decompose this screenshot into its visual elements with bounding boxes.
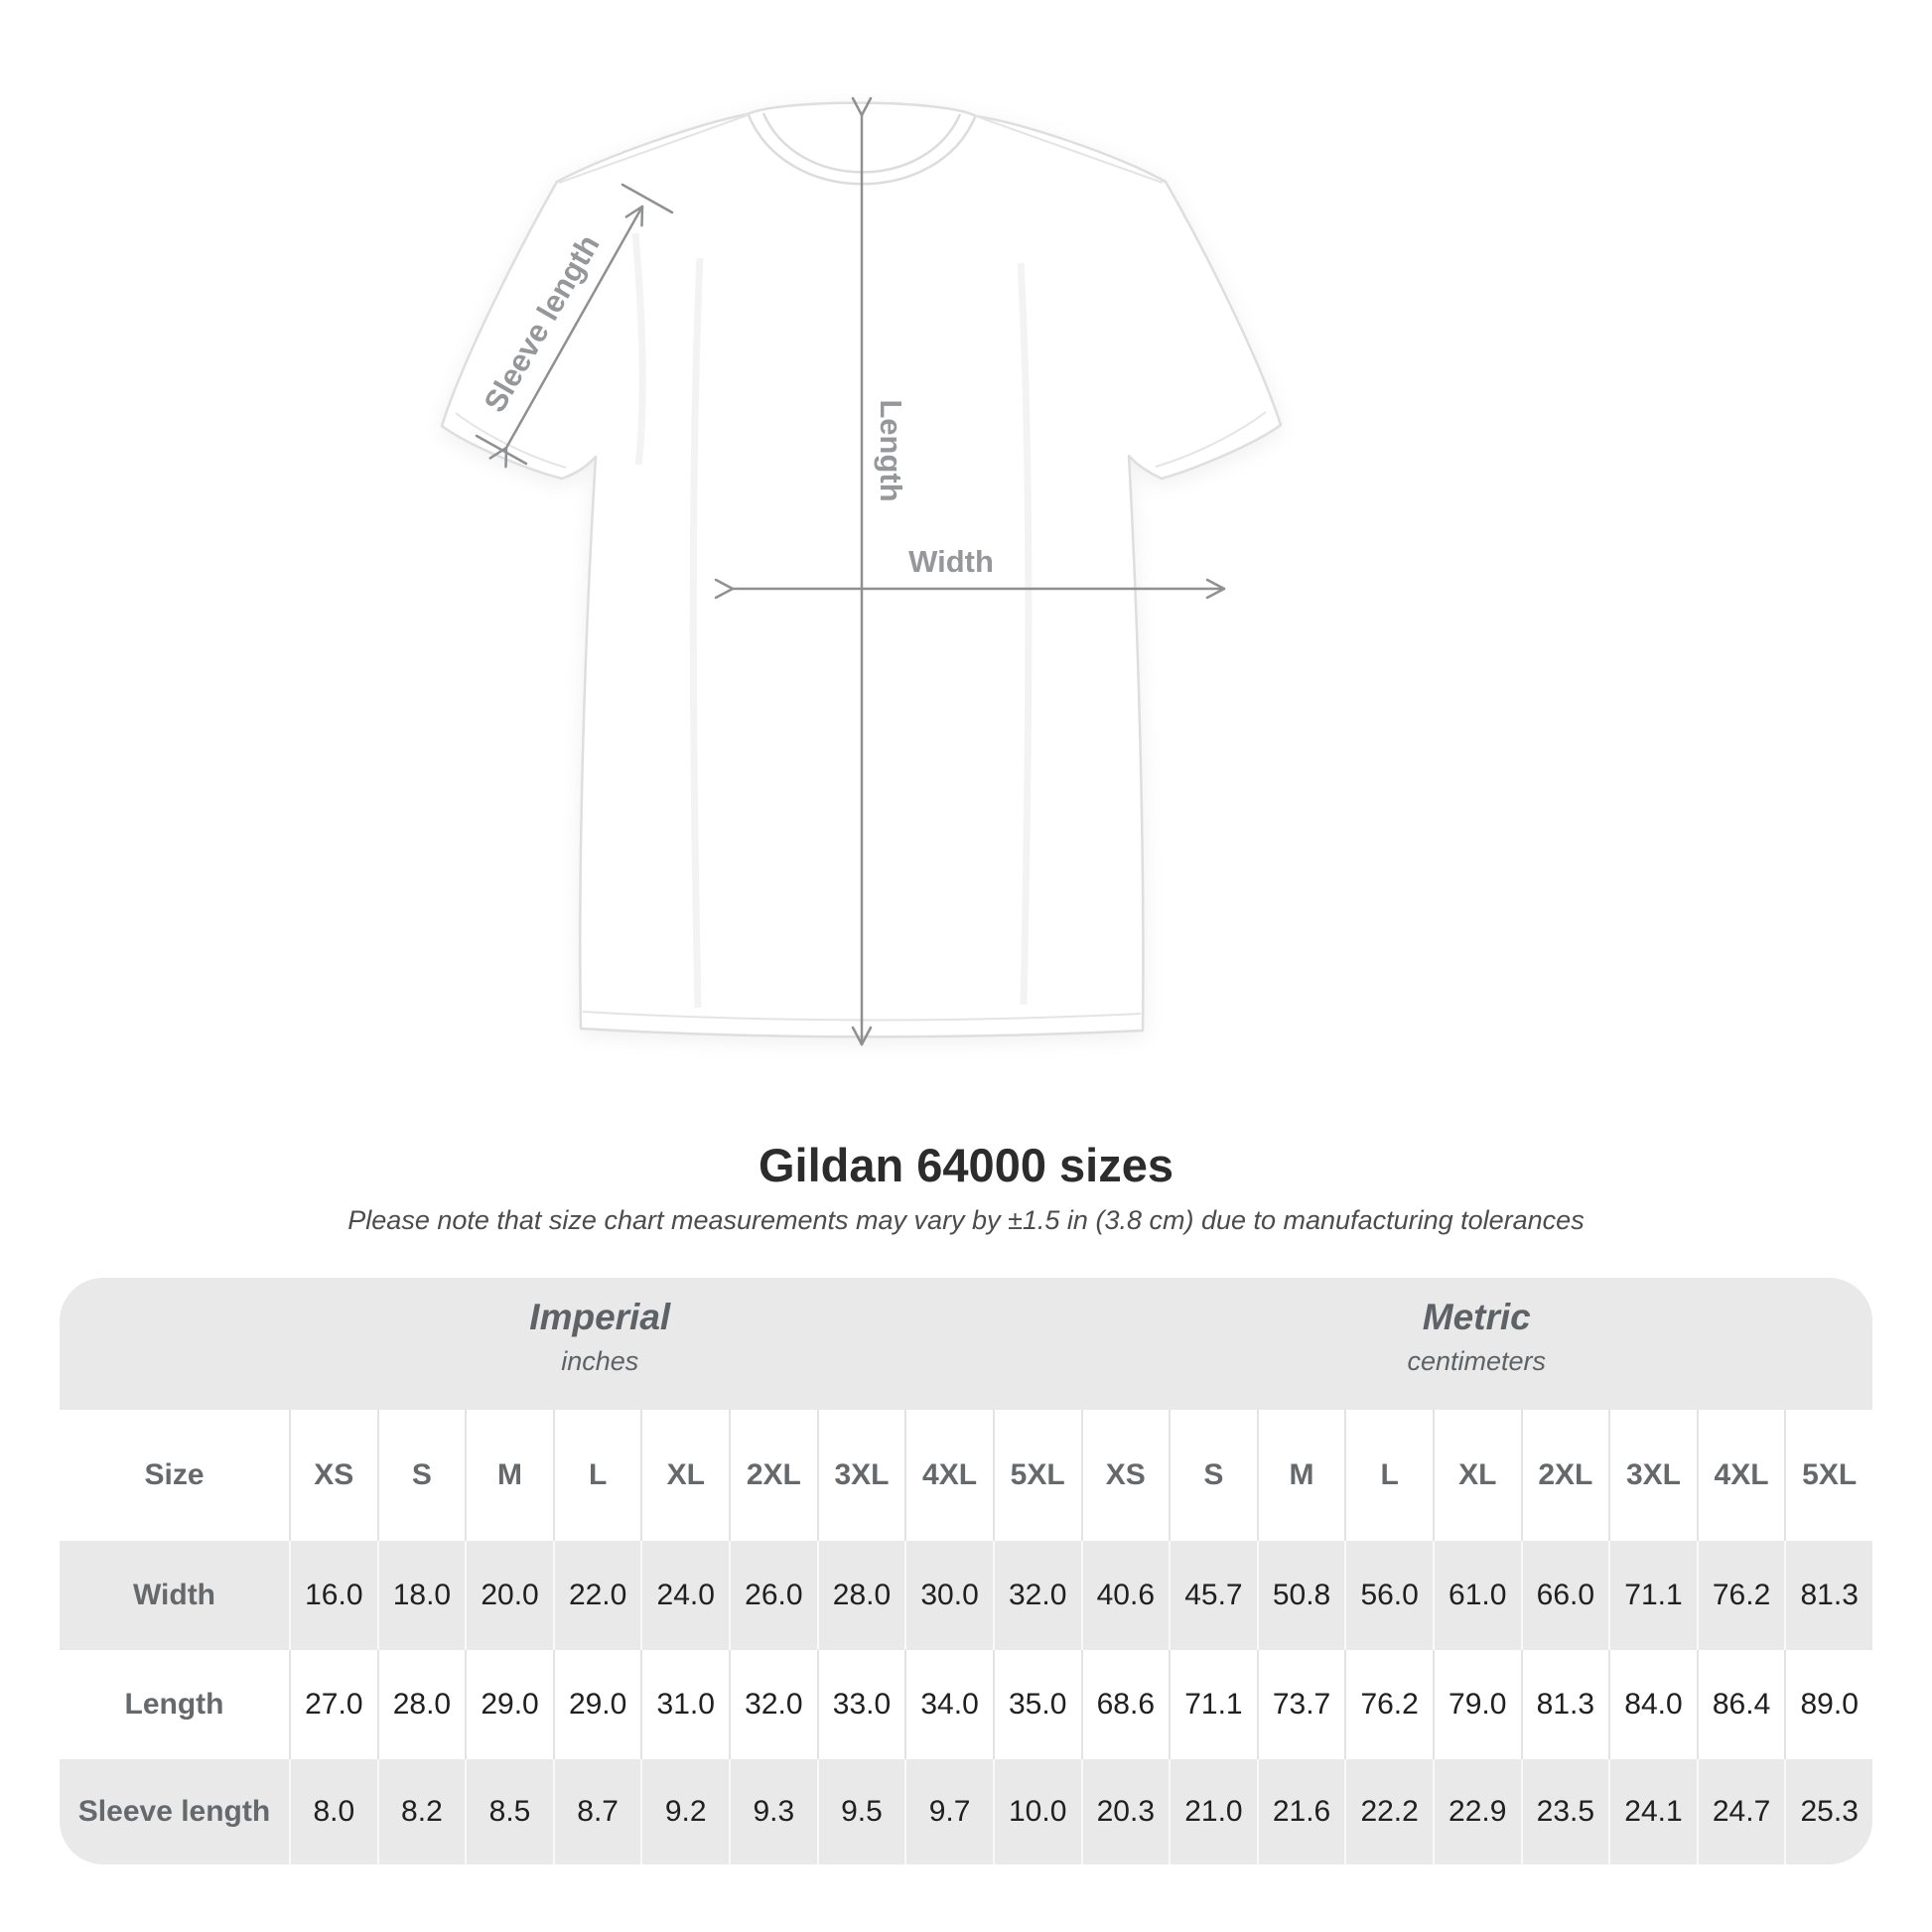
value-cell: 68.6	[1081, 1650, 1170, 1759]
value-cell: 24.1	[1608, 1759, 1697, 1864]
value-cell: 9.3	[729, 1759, 817, 1864]
value-cell: 81.3	[1521, 1650, 1609, 1759]
value-cell: 89.0	[1784, 1650, 1872, 1759]
value-cell: 20.0	[465, 1541, 553, 1650]
size-header-cell: 3XL	[817, 1410, 905, 1541]
size-header-cell: S	[1169, 1410, 1257, 1541]
value-cell: 25.3	[1784, 1759, 1872, 1864]
value-cell: 81.3	[1784, 1541, 1872, 1650]
value-cell: 79.0	[1433, 1650, 1521, 1759]
value-cell: 61.0	[1433, 1541, 1521, 1650]
value-cell: 9.7	[904, 1759, 993, 1864]
value-cell: 27.0	[289, 1650, 377, 1759]
value-cell: 22.9	[1433, 1759, 1521, 1864]
page-subtitle: Please note that size chart measurements may vary by ±1.5 in (3.8 cm) due to manufacturing tolerances	[347, 1205, 1585, 1235]
size-header-cell: L	[1344, 1410, 1433, 1541]
length-annotation-label: Length	[874, 399, 908, 502]
group-sublabel-imperial: inches	[561, 1346, 639, 1377]
value-cell: 18.0	[377, 1541, 466, 1650]
size-header-cell: XL	[1433, 1410, 1521, 1541]
row-label-length: Length	[60, 1650, 289, 1759]
value-cell: 22.2	[1344, 1759, 1433, 1864]
value-cell: 32.0	[729, 1650, 817, 1759]
value-cell: 76.2	[1697, 1541, 1785, 1650]
value-cell: 56.0	[1344, 1541, 1433, 1650]
value-cell: 86.4	[1697, 1650, 1785, 1759]
size-header-cell: 2XL	[1521, 1410, 1609, 1541]
size-header-cell: XS	[289, 1410, 377, 1541]
value-cell: 29.0	[465, 1650, 553, 1759]
size-table-card	[60, 1278, 1872, 1864]
value-cell: 16.0	[289, 1541, 377, 1650]
row-label-sleeve-length: Sleeve length	[77, 1795, 271, 1828]
value-cell: 8.0	[289, 1759, 377, 1864]
value-cell: 30.0	[904, 1541, 993, 1650]
value-cell: 50.8	[1257, 1541, 1345, 1650]
group-label-imperial: Imperial	[529, 1297, 671, 1337]
value-cell: 21.6	[1257, 1759, 1345, 1864]
value-cell: 66.0	[1521, 1541, 1609, 1650]
value-cell: 35.0	[993, 1650, 1081, 1759]
value-cell: 10.0	[993, 1759, 1081, 1864]
value-cell: 71.1	[1608, 1541, 1697, 1650]
value-cell: 24.0	[640, 1541, 729, 1650]
size-header-cell: 5XL	[1784, 1410, 1872, 1541]
page-title: Gildan 64000 sizes	[758, 1139, 1174, 1191]
value-cell: 28.0	[817, 1541, 905, 1650]
value-cell: 9.5	[817, 1759, 905, 1864]
sleeve-length-annotation-label: Sleeve length	[477, 228, 607, 419]
size-header-cell: 5XL	[993, 1410, 1081, 1541]
value-cell: 40.6	[1081, 1541, 1170, 1650]
group-header-imperial	[60, 1278, 1081, 1410]
value-cell: 32.0	[993, 1541, 1081, 1650]
value-cell: 34.0	[904, 1650, 993, 1759]
size-header-cell: 2XL	[729, 1410, 817, 1541]
group-sublabel-metric: centimeters	[1407, 1346, 1547, 1377]
value-cell: 8.2	[377, 1759, 466, 1864]
value-cell: 26.0	[729, 1541, 817, 1650]
value-cell: 29.0	[553, 1650, 641, 1759]
size-header-cell: S	[377, 1410, 466, 1541]
value-cell: 71.1	[1169, 1650, 1257, 1759]
size-table	[60, 1278, 1872, 1864]
size-header-cell: 3XL	[1608, 1410, 1697, 1541]
group-label-metric: Metric	[1422, 1297, 1531, 1337]
value-cell: 21.0	[1169, 1759, 1257, 1864]
value-cell: 8.7	[553, 1759, 641, 1864]
value-cell: 84.0	[1608, 1650, 1697, 1759]
group-header-metric	[1081, 1278, 1873, 1410]
size-header-cell: 4XL	[904, 1410, 993, 1541]
width-annotation-label: Width	[908, 544, 994, 579]
value-cell: 22.0	[553, 1541, 641, 1650]
row-label-width: Width	[132, 1579, 216, 1611]
value-cell: 8.5	[465, 1759, 553, 1864]
size-header-cell: 4XL	[1697, 1410, 1785, 1541]
size-header-cell: L	[553, 1410, 641, 1541]
size-header-cell: M	[465, 1410, 553, 1541]
value-cell: 76.2	[1344, 1650, 1433, 1759]
value-cell: 31.0	[640, 1650, 729, 1759]
value-cell: 33.0	[817, 1650, 905, 1759]
size-header-cell: XS	[1081, 1410, 1170, 1541]
value-cell: 23.5	[1521, 1759, 1609, 1864]
value-cell: 28.0	[377, 1650, 466, 1759]
size-column-header: Size	[60, 1410, 289, 1541]
value-cell: 73.7	[1257, 1650, 1345, 1759]
value-cell: 24.7	[1697, 1759, 1785, 1864]
value-cell: 20.3	[1081, 1759, 1170, 1864]
value-cell: 45.7	[1169, 1541, 1257, 1650]
size-header-cell: XL	[640, 1410, 729, 1541]
value-cell: 9.2	[640, 1759, 729, 1864]
size-header-cell: M	[1257, 1410, 1345, 1541]
